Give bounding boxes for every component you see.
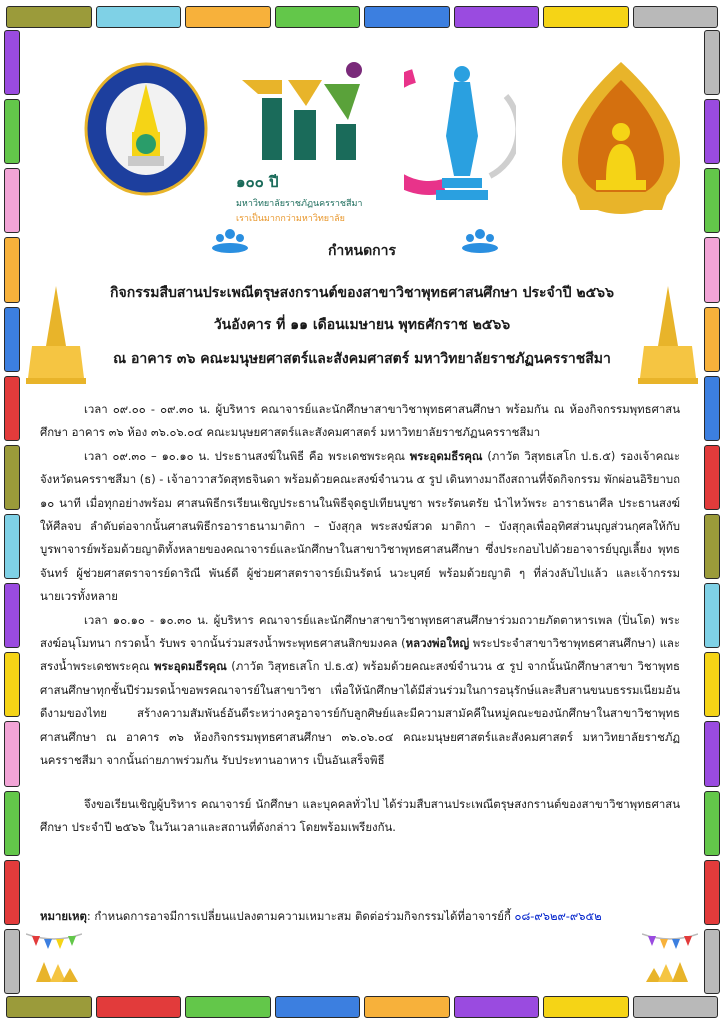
presiding-monk-name: พระอุดมธีรคุณ	[409, 448, 483, 463]
border-bottom	[0, 996, 724, 1018]
schedule-item-0930: เวลา ๐๙.๓๐ – ๑๐.๑๐ น. ประธานสงฆ์ในพิธี คือ พระเดชพระคุณ พระอุดมธีรคุณ (ภาวัต วิสุทธเสโก ป.ธ.๕) รองเจ้าคณะจังหวัดนครราชสีมา (ธ) - เจ้าอาวาสวัดสุทธจินดา พร้อมด้วยคณะสงฆ์จำนวน ๕ รูป เดินทางมาถึงสถานที่จัดกิจกรรม พักผ่อนอิริยาบถ ๑๐ นาที เมื่อทุกอย่างพร้อม ศาสนพิธีกรเรียนเชิญประธานในพิธีจุดธูปเทียนบูชา พระรัตนตรัย นำไหว้พระ อาราธนาศีล ประธานสงฆ์ให้ศีลจบ ลำดับต่อจากนั้นศาสนพิธีกรอาราธนามาติกา – บังสุกุล พระสงฆ์สวด มาติกา – บังสุกุลเพื่ออุทิศส่วนบุญส่วนกุศลให้กับบูรพาจารย์พร้อมด้วยญาติทั้งหลายของคณาจารย์และนักศึกษาในสาขาวิชาพุทธศาสนศึกษา ซึ่งประกอบไปด้วยอาจารย์บุญเลี้ยง พุทธจันทร์ ผู้ช่วยศาสตราจารย์ดาริณี พันธ์ดี ผู้ช่วยศาสตราจารย์เมินรัตน์ นวะบุศย์ พร้อมด้วยญาติ ๆ ที่ล่วงลับไปแล้ว และเจ้ากรรมนายเวรทั้งหลาย	[40, 448, 680, 604]
schedule-item-0900: เวลา ๐๙.๐๐ - ๐๙.๓๐ น. ผู้บริหาร คณาจารย์และนักศึกษาสาขาวิชาพุทธศาสนศึกษา พร้อมกัน ณ ห้องกิจกรรมพุทธศาสนศึกษา อาคาร ๓๖ ห้อง ๓๖.๐๖.๐๔ คณะมนุษยศาสตร์และสังคมศาสตร์ มหาวิทยาลัยราชภัฏนครราชสีมา	[40, 402, 680, 440]
centennial-logo	[232, 60, 372, 222]
schedule-body	[40, 398, 680, 839]
centennial-university-name: มหาวิทยาลัยราชภัฏนครราชสีมา	[236, 199, 363, 209]
centennial-years: ๑๐๐ ปี	[236, 173, 279, 191]
buddha-image-name: หลวงพ่อใหญ่	[405, 636, 470, 651]
buddha-badge-logo	[560, 58, 682, 218]
centennial-mark-icon	[232, 60, 372, 160]
invitation-paragraph: จึงขอเรียนเชิญผู้บริหาร คณาจารย์ นักศึกษา และบุคคลทั่วไป ได้ร่วมสืบสานประเพณีตรุษสงกรานต์ของสาขาวิชาพุทธศาสนศึกษา ประจำปี ๒๕๖๖ ในวันเวลาและสถานที่ดังกล่าว โดยพร้อมเพรียงกัน.	[40, 796, 680, 834]
contact-phone: ๐๘-๙๖๒๙-๙๖๕๒	[514, 909, 602, 923]
faculty-statue-logo	[404, 56, 516, 214]
border-top	[0, 6, 724, 28]
event-title: กิจกรรมสืบสานประเพณีตรุษสงกรานต์ของสาขาวิชาพุทธศาสนศึกษา ประจำปี ๒๕๖๖	[110, 285, 614, 301]
schedule-label: กำหนดการ	[327, 243, 397, 259]
border-right	[704, 30, 720, 994]
presiding-monk-name-2: พระอุดมธีรคุณ	[154, 659, 227, 674]
event-venue: ณ อาคาร ๓๖ คณะมนุษยศาสตร์และสังคมศาสตร์ มหาวิทยาลัยราชภัฏนครราชสีมา	[113, 351, 611, 367]
remark-label: หมายเหตุ	[40, 909, 87, 923]
remark	[40, 908, 602, 926]
border-left	[4, 30, 20, 994]
remark-text: : กำหนดการอาจมีการเปลี่ยนแปลงตามความเหมาะสม ติดต่อร่วมกิจกรรมได้ที่อาจารย์กี้	[86, 909, 515, 923]
schedule-item-1010: เวลา ๑๐.๑๐ - ๑๐.๓๐ น. ผู้บริหาร คณาจารย์และนักศึกษาสาขาวิชาพุทธศาสนศึกษาร่วมถวายภัตตาหารเพล (ปิ่นโต) พระสงฆ์อนุโมทนา กรวดน้ำ รับพร จากนั้นร่วมสรงน้ำพระพุทธศาสนสิกขมงคล (หลวงพ่อใหญ่ พระประจำสาขาวิชาพุทธศาสนศึกษา) และสรงน้ำพระเดชพระคุณ พระอุดมธีรคุณ (ภาวัต วิสุทธเสโก ป.ธ.๕) พร้อมด้วยคณะสงฆ์จำนวน ๕ รูป จากนั้นนักศึกษาสาขา วิชาพุทธศาสนศึกษาทุกชั้นปีร่วมรดน้ำขอพรคณาจารย์ในสาขาวิชา เพื่อให้นักศึกษาได้มีส่วนร่วมในการอนุรักษ์และสืบสานขนบธรรมเนียมอันดีงามของไทย สร้างความสัมพันธ์อันดีระหว่างครูอาจารย์กับลูกศิษย์และมีความสามัคคีในหมู่คณะของนักศึกษาในสาขาวิชาพุทธศาสนศึกษา ณ อาคาร ๓๖ ห้องกิจกรรมพุทธศาสนศึกษา ๓๖.๐๖.๐๔ คณะมนุษยศาสตร์และสังคมศาสตร์ มหาวิทยาลัยราชภัฏนครราชสีมา จากนั้นถ่ายภาพร่วมกัน รับประทานอาหาร เป็นอันเสร็จพิธี	[40, 612, 681, 768]
university-seal-logo	[84, 62, 208, 196]
festival-flags-left-icon	[26, 928, 82, 984]
festival-flags-right-icon	[642, 928, 698, 984]
event-date: วันอังคาร ที่ ๑๑ เดือนเมษายน พุทธศักราช ๒๕๖๖	[213, 317, 511, 333]
centennial-slogan: เราเป็นมากกว่ามหาวิทยาลัย	[236, 214, 345, 224]
